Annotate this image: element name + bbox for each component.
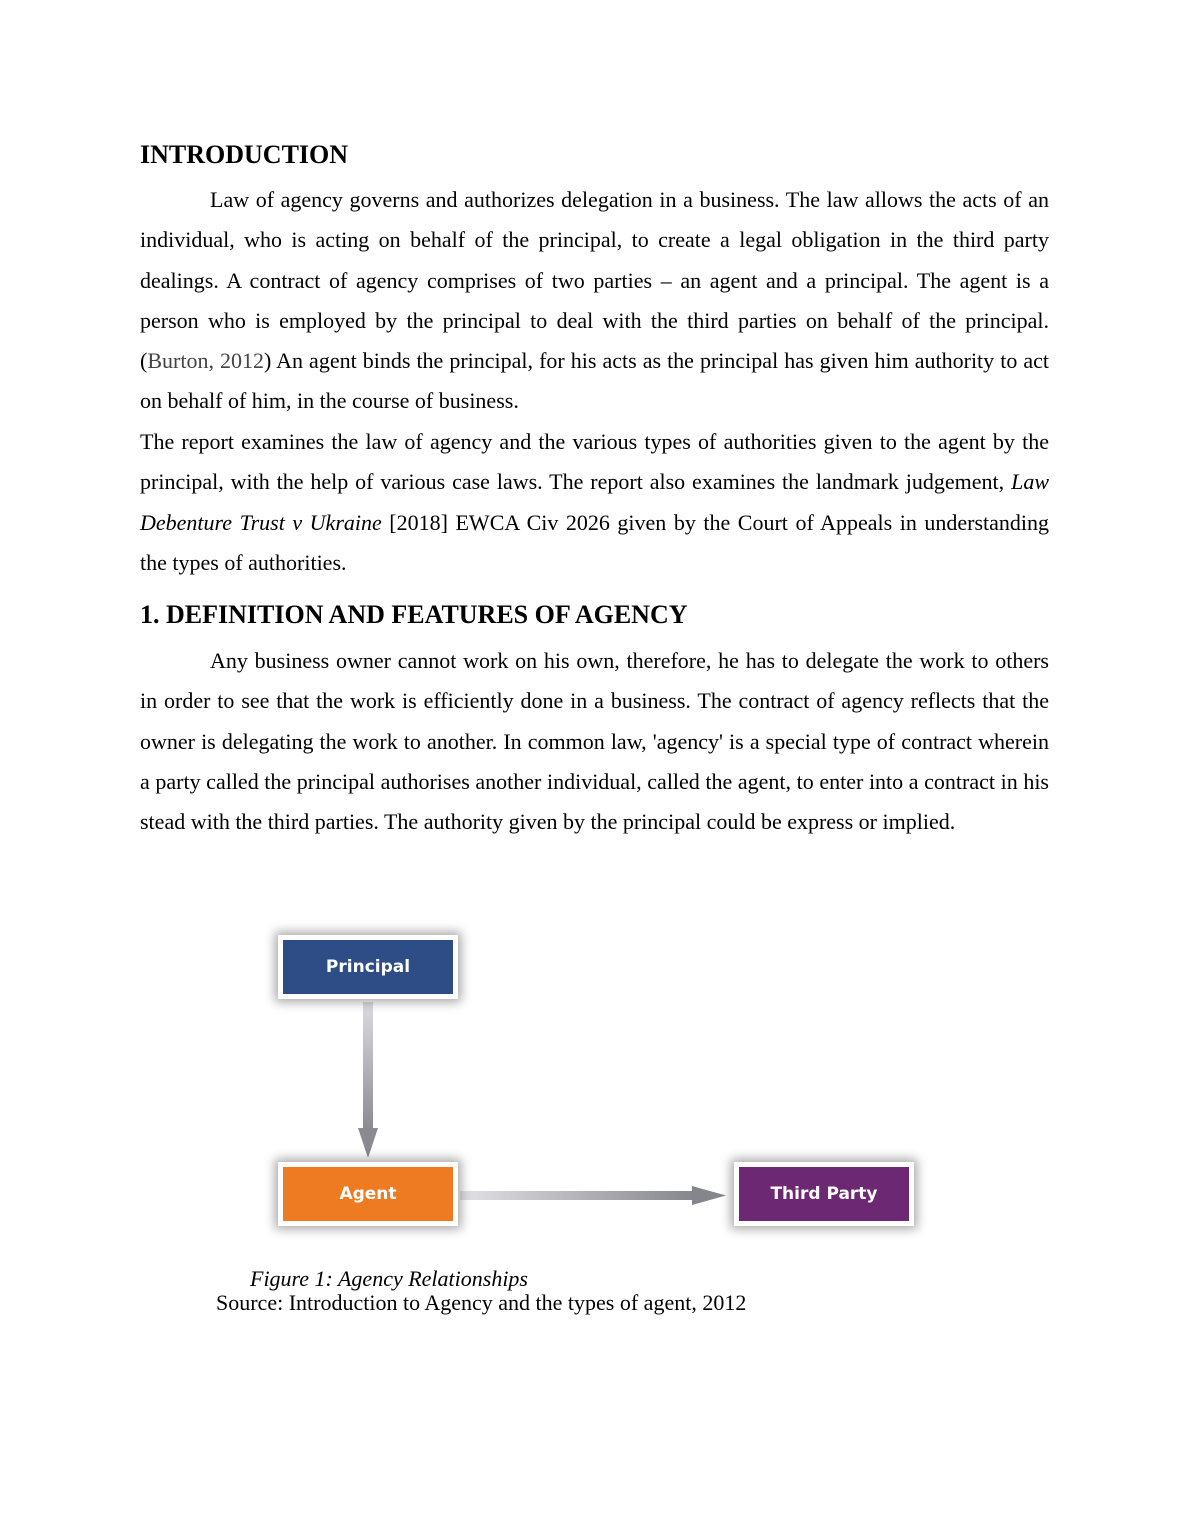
introduction-heading: INTRODUCTION: [140, 140, 349, 169]
figure-source: Source: Introduction to Agency and the types of agent, 2012: [216, 1290, 747, 1315]
definition-paragraph: Any business owner cannot work on his own, therefore, he has to delegate the work to others in order to see that the work is efficiently done in a business. The contract of agency reflects that the owner is delegating the work to another. In common law, 'agency' is a special type of contract wherein a party called the principal authorises another individual, called the agent, to enter into a contract in his stead with the third parties. The authority given by the principal could be express or implied.: [140, 648, 1049, 835]
principal-box: Principal: [278, 935, 458, 999]
intro-text-part-2: ) An agent binds the principal, for his acts as the principal has given him authority to act on behalf of him, in the course of business.: [140, 348, 1049, 414]
citation-burton: Burton, 2012: [147, 348, 264, 374]
intro-text-part-1: Law of agency governs and authorizes delegation in a business. The law allows the acts of an individual, who is acting on behalf of the principal, to create a legal obligation in the third party dealings. A contract of agency comprises of two parties – an agent and a principal. The agent is a person who is employed by the principal to deal with the third parties on behalf of the principal.(: [140, 187, 1049, 374]
definition-heading: 1. DEFINITION AND FEATURES OF AGENCY: [140, 600, 688, 629]
report-text-part-1: The report examines the law of agency and the various types of authorities given to the agent by the principal, with the help of various case laws. The report also examines the landmark judgement,: [140, 429, 1049, 495]
arrow-principal-to-agent: [358, 1002, 378, 1158]
arrow-agent-to-third-party: [460, 1186, 726, 1205]
introduction-paragraph-1: [140, 180, 1049, 422]
report-text-part-2: [2018] EWCA Civ 2026 given by the Court of Appeals in understanding the types of authorities.: [140, 509, 1050, 575]
third-party-box: Third Party: [734, 1162, 914, 1226]
agent-box: Agent: [278, 1162, 458, 1226]
case-name: Law Debenture Trust v Ukraine: [140, 469, 1049, 535]
figure-caption: Figure 1: Agency Relationships: [250, 1266, 528, 1291]
introduction-paragraph-2: [140, 422, 1049, 583]
